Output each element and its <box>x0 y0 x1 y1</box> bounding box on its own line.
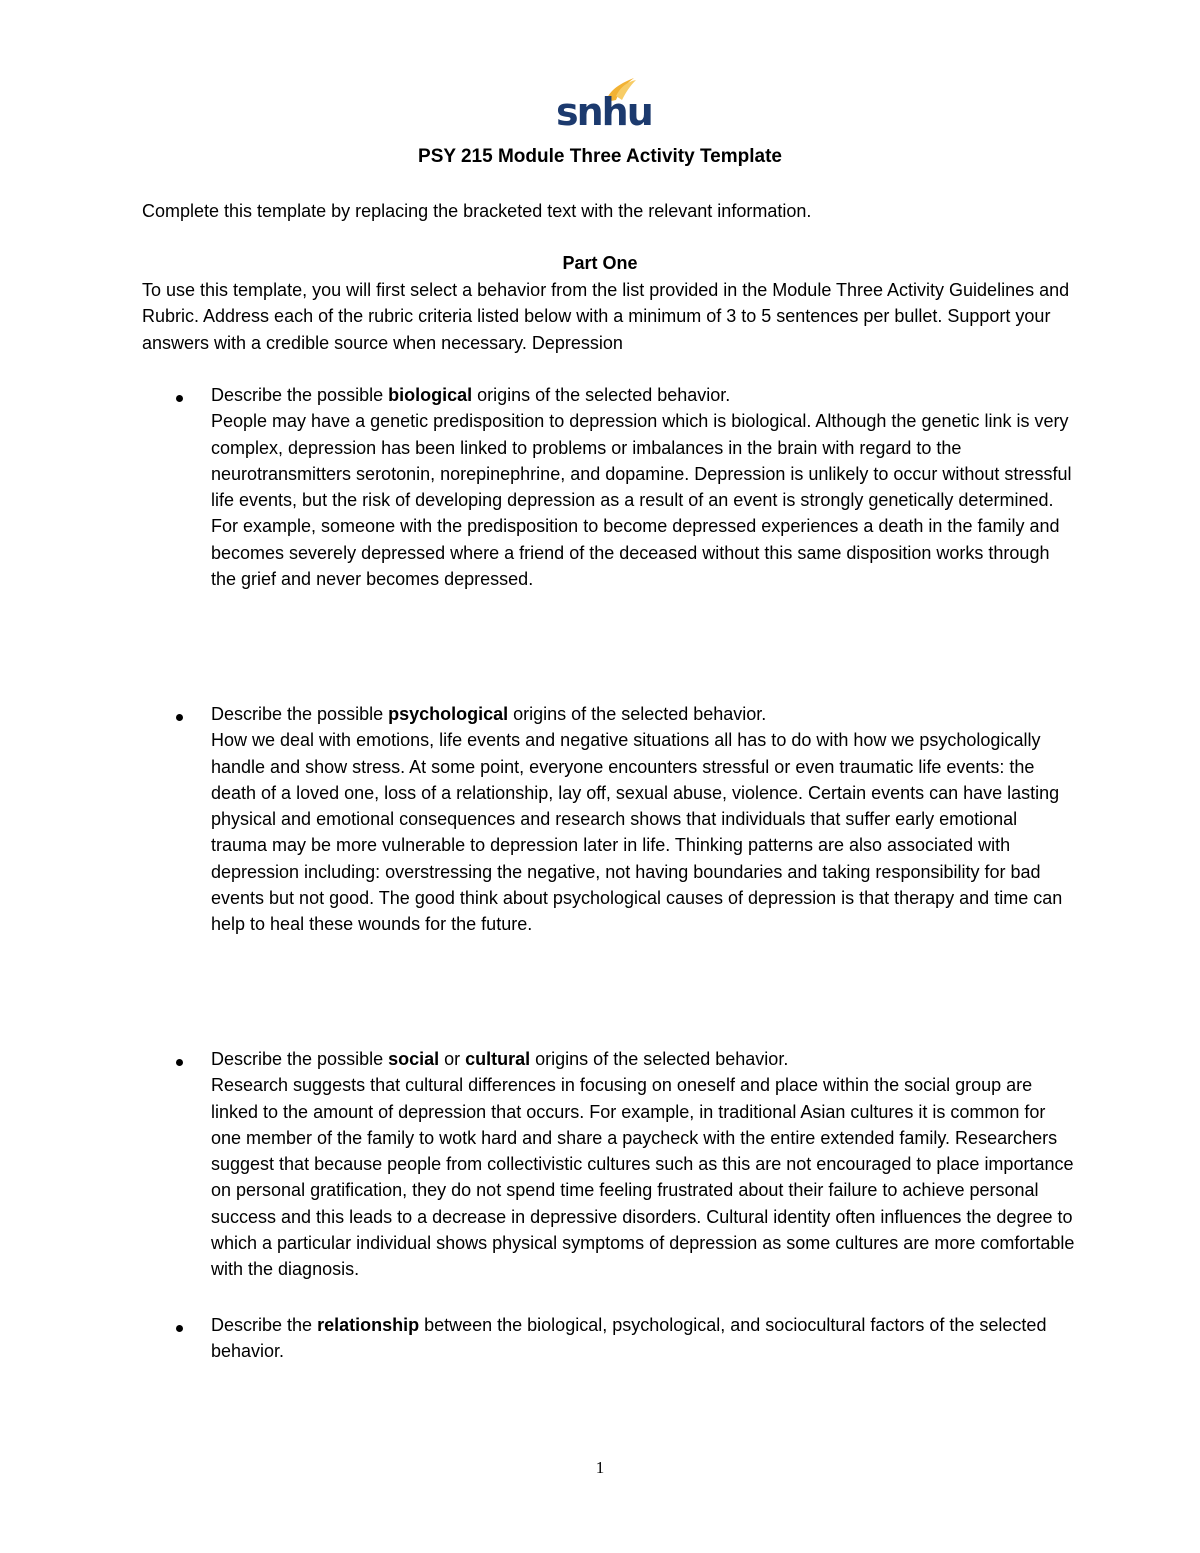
snhu-logo <box>556 74 652 134</box>
answer-biological: People may have a genetic predisposition to depression which is biological. Although the genetic link is very complex, depression has been linked to problems or imbalances in the brain with regard to the neurotransmitters serotonin, norepinephrine, and dopamine. Depression is unlikely to occur without stressful life events, but the risk of developing depression as a result of an event is strongly genetically determined. For example, someone with the predisposition to become depressed experiences a death in the family and becomes severely depressed where a friend of the deceased without this same disposition works through the grief and never becomes depressed. <box>211 411 1072 590</box>
part-one-heading: Part One <box>562 253 638 273</box>
document-title: PSY 215 Module Three Activity Template <box>418 146 782 167</box>
list-item-relationship <box>211 1312 1076 1365</box>
instructions-text: Complete this template by replacing the bracketed text with the relevant information. <box>142 201 812 221</box>
bullet-dot-icon <box>173 1049 185 1075</box>
prompt-psychological: Describe the possible psychological origins of the selected behavior. <box>211 704 767 724</box>
prompt-social-cultural: Describe the possible social or cultural origins of the selected behavior. <box>211 1049 789 1069</box>
page-number: 1 <box>595 1458 605 1477</box>
part-one-intro: To use this template, you will first select a behavior from the list provided in the Module Three Activity Guidelines and Rubric. Address each of the rubric criteria listed below with a minimum of 3 to 5 sentences per bullet. Support your answers with a credible source when necessary. Depression <box>142 280 1070 353</box>
list-item-biological <box>211 382 1076 592</box>
answer-psychological: How we deal with emotions, life events and negative situations all has to do with how we psychologically handle and show stress. At some point, everyone encounters stressful or even traumatic life events: the death of a loved one, loss of a relationship, lay off, sexual abuse, violence. Certain events can have lasting physical and emotional consequences and research shows that individuals that suffer early emotional trauma may be more vulnerable to depression later in life. Thinking patterns are also associated with depression including: overstressing the negative, not having boundaries and taking responsibility for bad events but not good. The good think about psychological causes of depression is that therapy and time can help to heal these wounds for the future. <box>211 730 1063 935</box>
bullet-dot-icon <box>173 1315 185 1341</box>
prompt-relationship: Describe the relationship between the biological, psychological, and sociocultural factors of the selected behavior. <box>211 1315 1047 1362</box>
prompt-biological: Describe the possible biological origins of the selected behavior. <box>211 385 731 405</box>
list-item-social-cultural <box>211 1046 1076 1283</box>
bullet-dot-icon <box>173 704 185 730</box>
answer-social-cultural: Research suggests that cultural differences in focusing on oneself and place within the social group are linked to the amount of depression that occurs. For example, in traditional Asian cultures it is common for one member of the family to wotk hard and share a paycheck with the entire extended family. Researchers suggest that because people from collectivistic cultures such as this are not encouraged to place importance on personal gratification, they do not spend time feeling frustrated about their failure to achieve personal success and this leads to a decrease in depressive disorders. Cultural identity often influences the degree to which a particular individual shows physical symptoms of depression as some cultures are more comfortable with the diagnosis. <box>211 1075 1075 1280</box>
bullet-dot-icon <box>173 385 185 411</box>
logo-wordmark: snhu <box>556 90 652 134</box>
list-item-psychological <box>211 701 1076 938</box>
